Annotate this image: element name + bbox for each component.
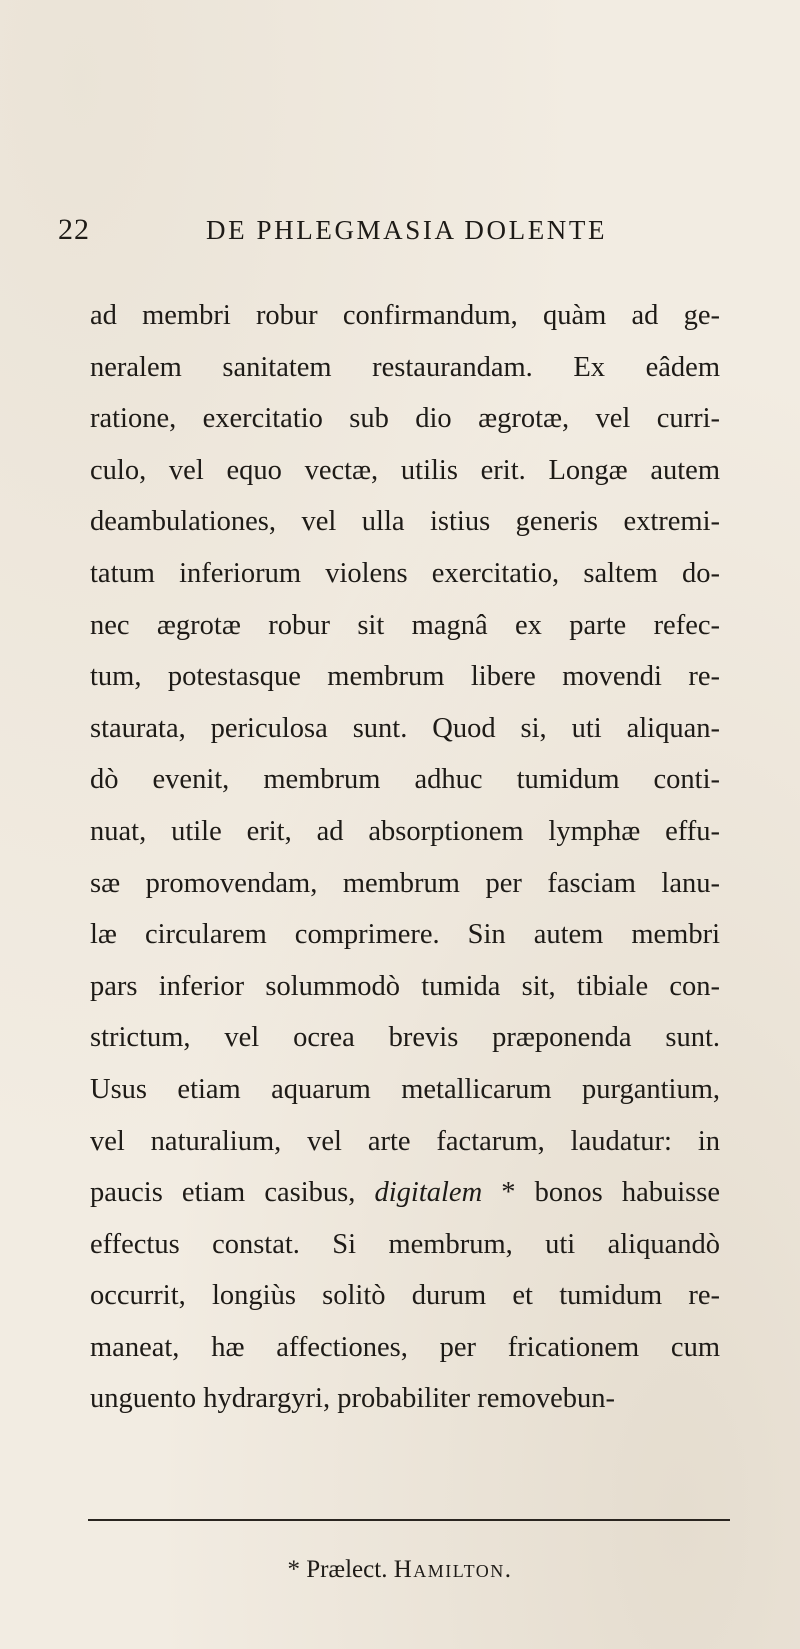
footnote-rule bbox=[88, 1519, 730, 1521]
text-line: culo, vel equo vectæ, utilis erit. Longæ autem bbox=[90, 454, 720, 486]
text-line: tum, potestasque membrum libere movendi re- bbox=[90, 661, 720, 693]
text-line: læ circularem comprimere. Sin autem membri bbox=[90, 919, 720, 951]
text-line: neralem sanitatem restaurandam. Ex eâdem bbox=[90, 351, 720, 383]
italic-word: digitalem bbox=[374, 1177, 483, 1209]
text-line: nec ægrotæ robur sit magnâ ex parte refec- bbox=[90, 609, 720, 641]
text-line: sæ promovendam, membrum per fasciam lanu- bbox=[90, 867, 720, 899]
text-line: dò evenit, membrum adhuc tumidum conti- bbox=[90, 764, 720, 796]
footnote-author: Hamilton. bbox=[393, 1556, 513, 1583]
text-line: effectus constat. Si membrum, uti aliquandò bbox=[90, 1228, 720, 1260]
body-text bbox=[90, 290, 720, 1425]
text-line: ad membri robur confirmandum, quàm ad ge- bbox=[90, 300, 720, 331]
running-title: DE PHLEGMASIA DOLENTE bbox=[206, 215, 608, 245]
text-line: pars inferior solummodò tumida sit, tibiale con- bbox=[90, 970, 720, 1002]
text-line-with-italic bbox=[90, 1167, 720, 1219]
text-line: deambulationes, vel ulla istius generis extremi- bbox=[90, 506, 720, 538]
text-line: nuat, utile erit, ad absorptionem lymphæ effu- bbox=[90, 815, 720, 847]
text-line: ratione, exercitatio sub dio ægrotæ, vel curri- bbox=[90, 403, 720, 435]
text-line: occurrit, longiùs solitò durum et tumidum re- bbox=[90, 1280, 720, 1312]
footnote-text: Prælect. bbox=[306, 1556, 388, 1583]
running-head bbox=[58, 210, 678, 250]
page-number: 22 bbox=[58, 213, 90, 246]
text-line: unguento hydrargyri, probabiliter removebun- bbox=[90, 1383, 615, 1415]
footnote-marker: * bbox=[287, 1556, 300, 1583]
text-line: tatum inferiorum violens exercitatio, saltem do- bbox=[90, 557, 720, 589]
text-line: maneat, hæ affectiones, per fricationem cum bbox=[90, 1331, 720, 1363]
footnote-reference: * bonos habuisse bbox=[482, 1177, 720, 1209]
text-line: strictum, vel ocrea brevis præponenda sunt. bbox=[90, 1022, 720, 1054]
text-line: staurata, periculosa sunt. Quod si, uti aliquan- bbox=[90, 712, 720, 744]
footnote bbox=[0, 1553, 800, 1587]
text-line: Usus etiam aquarum metallicarum purgantium, bbox=[90, 1073, 720, 1105]
line-segment: paucis etiam casibus, bbox=[90, 1177, 375, 1209]
text-line: vel naturalium, vel arte factarum, laudatur: in bbox=[90, 1125, 720, 1157]
